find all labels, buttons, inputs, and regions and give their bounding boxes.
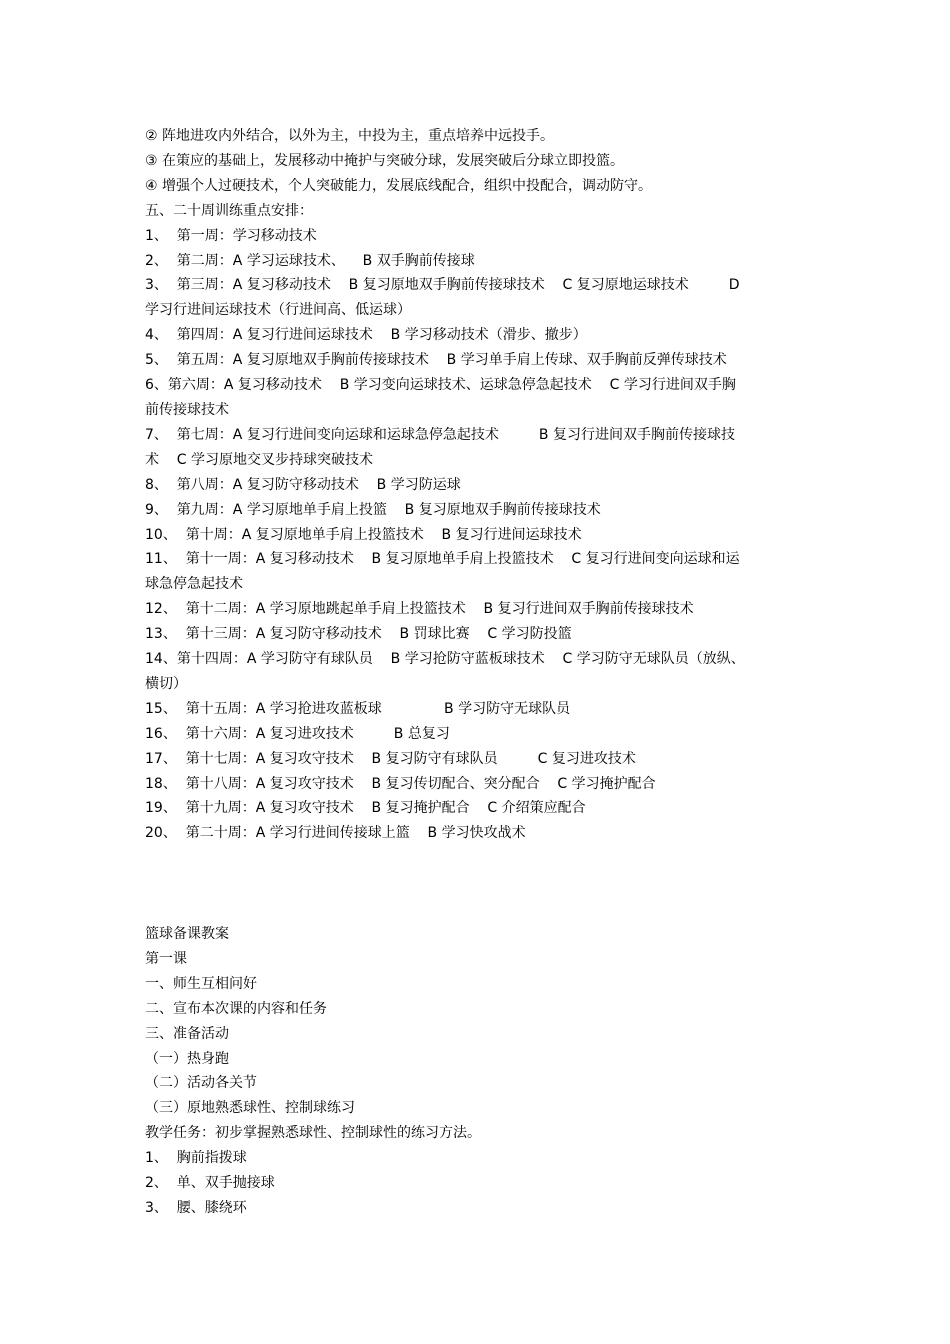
lesson-plan-line: 篮球备课教案 xyxy=(145,926,229,942)
lesson-plan-line: （一）热身跑 xyxy=(145,1050,229,1067)
training-plan-line: 4、 第四周：A 复习行进间运球技术 B 学习移动技术（滑步、撤步） xyxy=(145,327,587,344)
training-plan-line: 1、 第一周：学习移动技术 xyxy=(145,227,317,244)
training-plan-line: 6、第六周：A 复习移动技术 B 学习变向运球技术、运球急停急起技术 C 学习行进间双手胸 xyxy=(145,377,736,394)
training-plan-line: ② 阵地进攻内外结合，以外为主，中投为主，重点培养中远投手。 xyxy=(145,128,554,144)
lesson-plan-line: 三、准备活动 xyxy=(145,1025,229,1042)
lesson-plan-line: 一、师生互相问好 xyxy=(145,975,257,992)
training-plan-line: 19、 第十九周：A 复习攻守技术 B 复习掩护配合 C 介绍策应配合 xyxy=(145,800,586,817)
lesson-plan-line: （二）活动各关节 xyxy=(145,1075,257,1092)
training-plan-line: 学习行进间运球技术（行进间高、低运球） xyxy=(145,302,411,319)
lesson-plan-section xyxy=(145,922,815,1221)
lesson-plan-line: 3、 腰、膝绕环 xyxy=(145,1199,247,1216)
training-plan-line: 横切） xyxy=(145,675,187,692)
training-plan-line: 10、 第十周：A 复习原地单手肩上投篮技术 B 复习行进间运球技术 xyxy=(145,526,582,543)
training-plan-line: 8、 第八周：A 复习防守移动技术 B 学习防运球 xyxy=(145,476,461,493)
lesson-plan-line: 2、 单、双手抛接球 xyxy=(145,1175,275,1192)
training-plan-line: 2、 第二周：A 学习运球技术、 B 双手胸前传接球 xyxy=(145,252,475,269)
training-plan-line: 术 C 学习原地交叉步持球突破技术 xyxy=(145,451,374,468)
training-plan-line: 17、 第十七周：A 复习攻守技术 B 复习防守有球队员 C 复习进攻技术 xyxy=(145,750,636,767)
training-plan-line: 11、 第十一周：A 复习移动技术 B 复习原地单手肩上投篮技术 C 复习行进间变向运球和运 xyxy=(145,551,740,568)
training-plan-line: 五、二十周训练重点安排： xyxy=(145,202,313,219)
lesson-plan-line: 二、宣布本次课的内容和任务 xyxy=(145,1000,327,1017)
training-plan-line: 13、 第十三周：A 复习防守移动技术 B 罚球比赛 C 学习防投篮 xyxy=(145,626,572,643)
lesson-plan-line: 1、 胸前指拨球 xyxy=(145,1150,247,1167)
lesson-plan-line: 第一课 xyxy=(145,950,187,967)
training-plan-line: 20、 第二十周：A 学习行进间传接球上篮 B 学习快攻战术 xyxy=(145,825,526,842)
training-plan-line: 14、第十四周：A 学习防守有球队员 B 学习抢防守蓝板球技术 C 学习防守无球队员（放纵、 xyxy=(145,651,745,668)
training-plan-line: ④ 增强个人过硬技术，个人突破能力，发展底线配合，组织中投配合，调动防守。 xyxy=(145,177,652,194)
training-plan-line: 18、 第十八周：A 复习攻守技术 B 复习传切配合、突分配合 C 学习掩护配合 xyxy=(145,775,656,792)
training-plan-line: 5、 第五周：A 复习原地双手胸前传接球技术 B 学习单手肩上传球、双手胸前反弹传球技术 xyxy=(145,352,727,369)
training-plan-line: 16、 第十六周：A 复习进攻技术 B 总复习 xyxy=(145,725,450,742)
lesson-plan-line: （三）原地熟悉球性、控制球练习 xyxy=(145,1100,355,1117)
training-plan-line: 前传接球技术 xyxy=(145,401,229,418)
training-plan-line: 3、 第三周：A 复习移动技术 B 复习原地双手胸前传接球技术 C 复习原地运球技术 D xyxy=(145,277,740,294)
training-plan-line: 15、 第十五周：A 学习抢进攻蓝板球 B 学习防守无球队员 xyxy=(145,700,571,717)
training-plan-line: 7、 第七周：A 复习行进间变向运球和运球急停急起技术 B 复习行进间双手胸前传接球技 xyxy=(145,426,735,443)
training-plan-line: 球急停急起技术 xyxy=(145,576,243,593)
training-plan-line: 12、 第十二周：A 学习原地跳起单手肩上投篮技术 B 复习行进间双手胸前传接球技术 xyxy=(145,601,694,618)
training-plan-line: 9、 第九周：A 学习原地单手肩上投篮 B 复习原地双手胸前传接球技术 xyxy=(145,501,601,518)
training-plan-section xyxy=(145,124,815,846)
lesson-plan-line: 教学任务：初步掌握熟悉球性、控制球性的练习方法。 xyxy=(145,1125,481,1142)
training-plan-line: ③ 在策应的基础上，发展移动中掩护与突破分球，发展突破后分球立即投篮。 xyxy=(145,152,624,169)
